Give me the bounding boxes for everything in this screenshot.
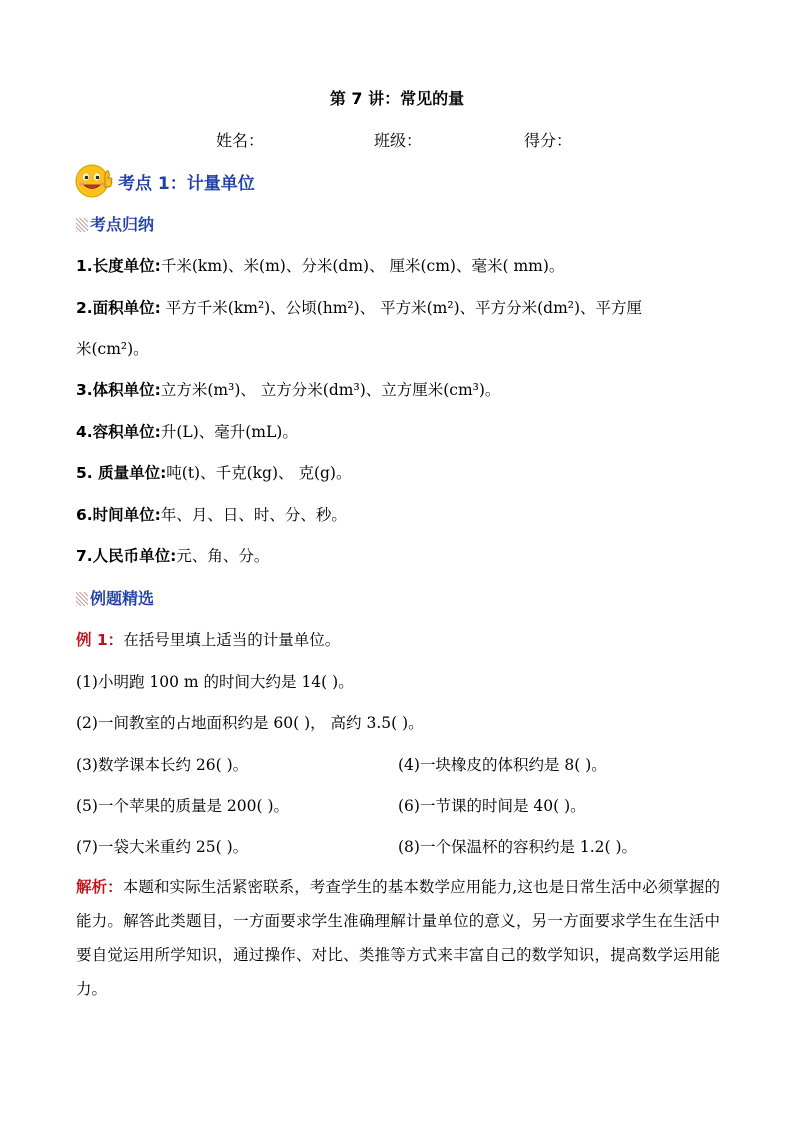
unit-label: 4.容积单位:	[76, 423, 161, 441]
examples-heading-text: 例题精选	[90, 589, 155, 608]
unit-label: 6.时间单位:	[76, 506, 161, 524]
question-item: (7)一袋大米重约 25( )。	[76, 838, 249, 856]
unit-text: 升(L)、毫升(mL)。	[160, 423, 298, 441]
question-item: (2)一间教室的占地面积约是 60( )， 高约 3.5( )。	[76, 714, 424, 732]
unit-text: 平方千米(km²)、公顷(hm²)、 平方米(m²)、平方分米(dm²)、平方厘	[160, 299, 643, 317]
unit-label: 7.人民币单位:	[76, 547, 177, 565]
analysis-text: 本题和实际生活紧密联系，考查学生的基本数学应用能力,这也是日常生活中必须掌握的能力。解答此类题目，一方面要求学生准确理解计量单位的意义，另一方面要求学生在生活中要自觉运用所学知识，通过操作、对比、类推等方式来丰富自己的数学知识，提高数学运用能力。	[76, 878, 720, 998]
unit-line-area-cont: 米(cm²)。	[76, 340, 149, 358]
question-item: (8)一个保温杯的容积约是 1.2( )。	[398, 838, 638, 856]
unit-text: 元、角、分。	[176, 547, 270, 565]
examples-heading	[76, 586, 154, 609]
score-label: 得分：	[524, 131, 573, 150]
question-item: (4)一块橡皮的体积约是 8( )。	[398, 756, 607, 774]
unit-line-capacity	[76, 420, 298, 442]
class-label: 班级：	[374, 131, 423, 150]
unit-line-time	[76, 503, 347, 525]
name-label: 姓名：	[216, 131, 265, 150]
hatch-marker-icon	[76, 592, 88, 606]
question-item: (1)小明跑 100 m 的时间大约是 14( )。	[76, 673, 354, 691]
unit-label: 2.面积单位:	[76, 299, 161, 317]
question-item: (3)数学课本长约 26( )。	[76, 756, 249, 774]
example-1-prompt	[76, 628, 340, 650]
unit-text: 吨(t)、千克(kg)、 克(g)。	[166, 464, 352, 482]
unit-text: 立方米(m³)、 立方分米(dm³)、立方厘米(cm³)。	[160, 381, 501, 399]
unit-label: 5. 质量单位:	[76, 464, 167, 482]
question-item: (5)一个苹果的质量是 200( )。	[76, 797, 289, 815]
example-label: 例 1：	[76, 631, 124, 649]
unit-line-mass	[76, 461, 351, 483]
unit-line-currency	[76, 544, 269, 566]
thumbs-up-smiley-icon	[74, 160, 114, 200]
question-item: (6)一节课的时间是 40( )。	[398, 797, 586, 815]
summary-heading	[76, 212, 154, 235]
example-text: 在括号里填上适当的计量单位。	[123, 631, 341, 649]
unit-line-area	[76, 296, 642, 318]
summary-heading-text: 考点归纳	[90, 215, 155, 234]
unit-line-length	[76, 254, 564, 276]
analysis-paragraph	[76, 870, 720, 1006]
page-title: 第 7 讲：常见的量	[329, 89, 465, 108]
unit-text: 年、月、日、时、分、秒。	[160, 506, 347, 524]
unit-label: 1.长度单位:	[76, 257, 161, 275]
hatch-marker-icon	[76, 218, 88, 232]
unit-text: 千米(km)、米(m)、分米(dm)、 厘米(cm)、毫米( mm)。	[160, 257, 565, 275]
section-title: 考点 1：计量单位	[118, 174, 255, 194]
unit-label: 3.体积单位:	[76, 381, 161, 399]
unit-line-volume	[76, 378, 500, 400]
analysis-label: 解析：	[76, 878, 123, 896]
